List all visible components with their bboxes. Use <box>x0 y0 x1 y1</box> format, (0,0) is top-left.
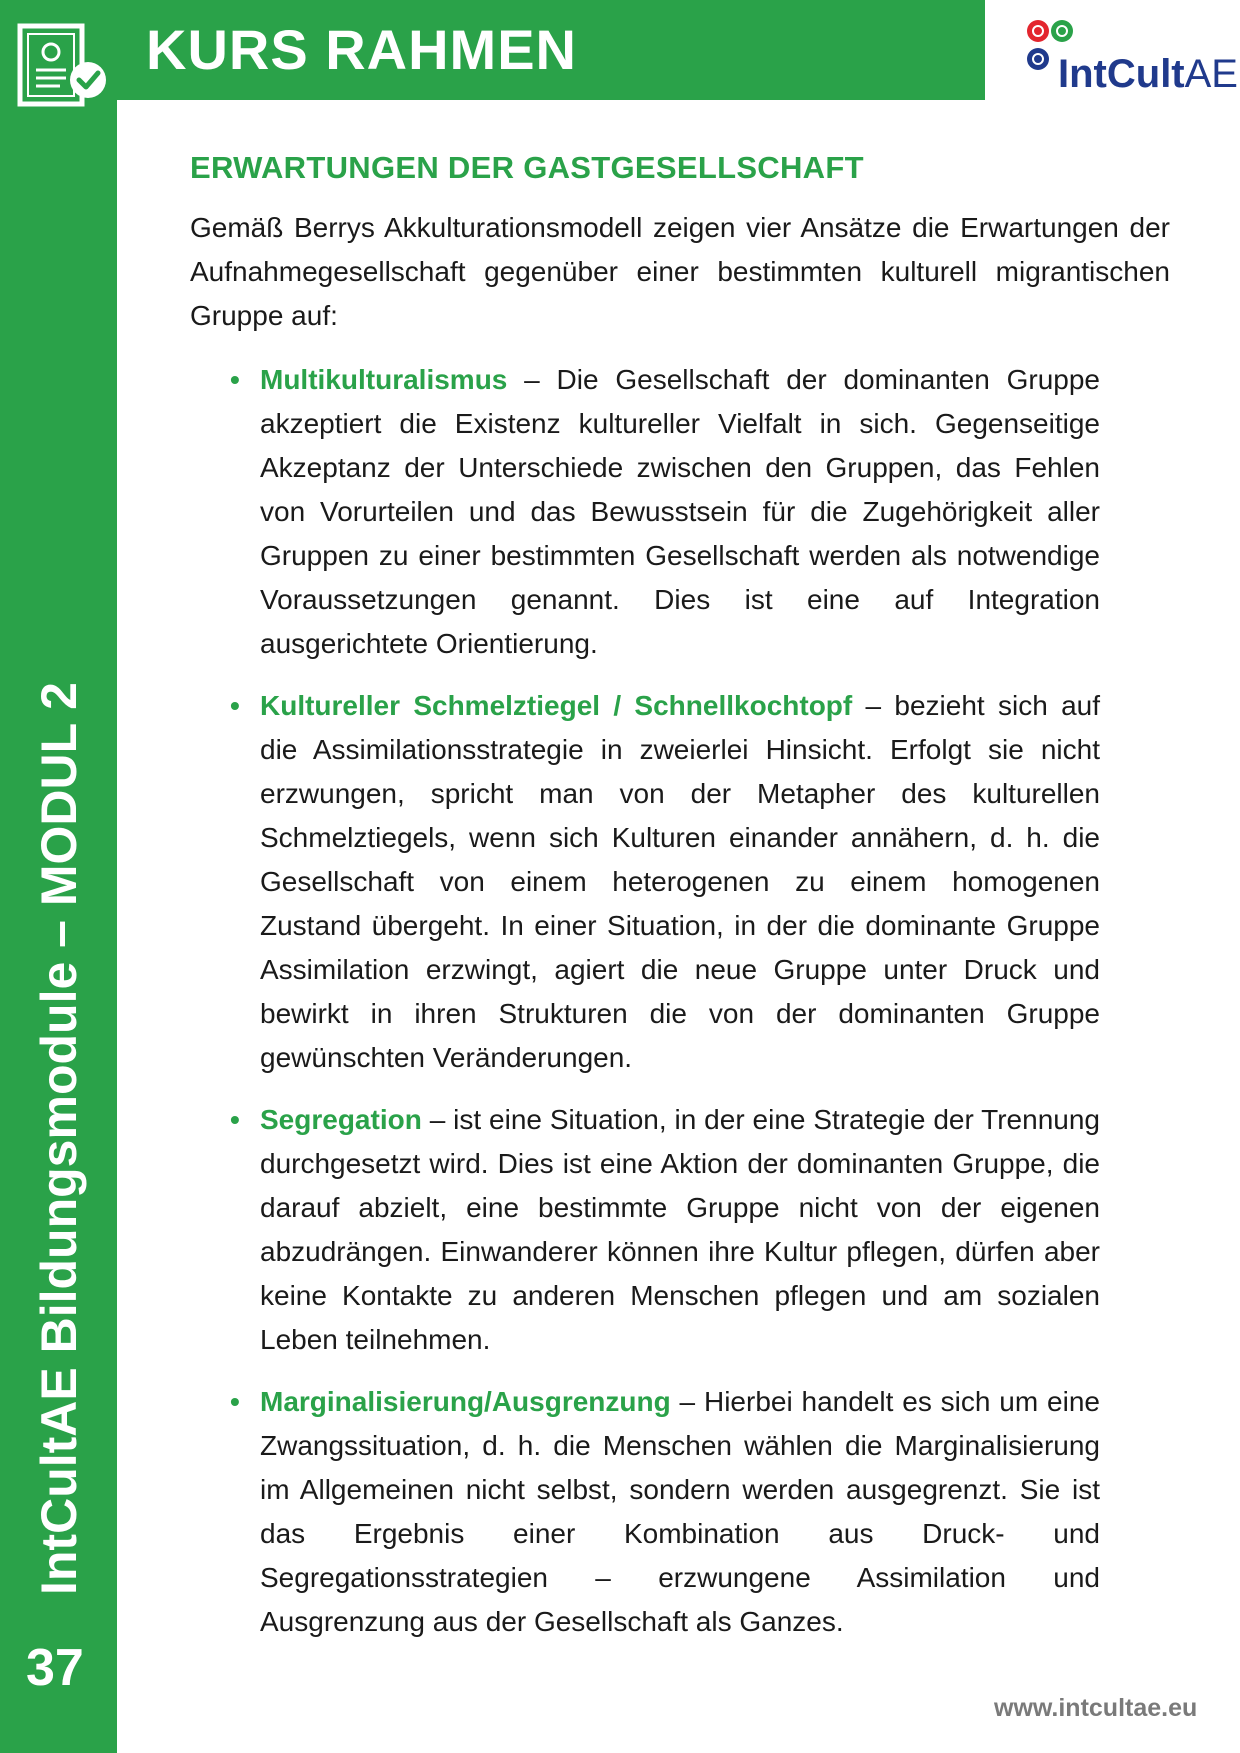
bullet-item <box>230 1380 1100 1644</box>
bullet-term: Segregation <box>260 1104 422 1135</box>
intro-paragraph: Gemäß Berrys Akkulturationsmodell zeigen vier Ansätze die Erwartungen der Aufnahmegesellschaft gegenüber einer bestimmten kulturell migrantischen Gruppe auf: <box>190 212 1170 331</box>
logo-wordmark-bold: IntCult <box>1058 52 1185 96</box>
bullet-dot-icon: • <box>230 364 240 395</box>
bullet-text: – bezieht sich auf die Assimilationsstrategie in zweierlei Hinsicht. Erfolgt sie nicht erzwungen, spricht man von der Metapher des kulturellen Schmelztiegels, wenn sich Kulturen einander annähern, d. h. die Gesellschaft von einem heterogenen zu einem homogenen Zustand übergeht. In einer Situation, in der die dominante Gruppe Assimilation erzwingt, agiert die neue Gruppe unter Druck und bewirkt in ihren Strukturen die von der dominanten Gruppe gewünschten Veränderungen. <box>260 690 1101 1073</box>
footer-website-url: www.intcultae.eu <box>994 1694 1198 1722</box>
sidebar-module-label: IntCultAE Bildungsmodule – MODUL 2 <box>31 682 87 1595</box>
checklist-check-icon <box>14 20 114 130</box>
bullet-text: – ist eine Situation, in der eine Strategie der Trennung durchgesetzt wird. Dies ist eine Aktion der dominanten Gruppe, die darauf abzielt, eine bestimmte Gruppe nicht von der eigenen abzudrängen. Einwanderer können ihre Kultur pflegen, dürfen aber keine Kontakte zu anderen Menschen pflegen und am sozialen Leben teilnehmen. <box>260 1104 1100 1355</box>
main-content <box>190 148 1170 1662</box>
bullet-term: Marginalisierung/Ausgrenzung <box>260 1386 671 1417</box>
logo-wordmark <box>1058 52 1238 96</box>
page-header-title: KURS RAHMEN <box>146 18 577 81</box>
intcultae-logo <box>1020 16 1238 96</box>
bullet-dot-icon: • <box>230 690 240 721</box>
bullet-item <box>230 1098 1100 1362</box>
bullet-list <box>190 358 1170 1644</box>
bullet-dot-icon: • <box>230 1386 240 1417</box>
bullet-term: Kultureller Schmelztiegel / Schnellkochtopf <box>260 690 853 721</box>
bullet-dot-icon: • <box>230 1104 240 1135</box>
bullet-item <box>230 684 1101 1080</box>
section-heading: ERWARTUNGEN DER GASTGESELLSCHAFT <box>190 150 864 185</box>
bullet-text: – Die Gesellschaft der dominanten Gruppe akzeptiert die Existenz kultureller Vielfalt in sich. Gegenseitige Akzeptanz der Unterschiede zwischen den Gruppen, das Fehlen von Vorurteilen und das Bewusstsein für die Zugehörigkeit aller Gruppen zu einer bestimmten Gesellschaft werden als notwendige Voraussetzungen genannt. Dies ist eine auf Integration ausgerichtete Orientierung. <box>260 364 1100 659</box>
page-number: 37 <box>26 1639 84 1697</box>
bullet-text: – Hierbei handelt es sich um eine Zwangssituation, d. h. die Menschen wählen die Marginalisierung im Allgemeinen nicht selbst, sondern werden ausgegrenzt. Sie ist das Ergebnis einer Kombination aus Druck- und Segregationsstrategien – erzwungene Assimilation und Ausgrenzung aus der Gesellschaft als Ganzes. <box>260 1386 1100 1637</box>
bullet-item <box>230 358 1100 666</box>
logo-wordmark-thin: AE <box>1184 52 1238 96</box>
bullet-term: Multikulturalismus <box>260 364 508 395</box>
